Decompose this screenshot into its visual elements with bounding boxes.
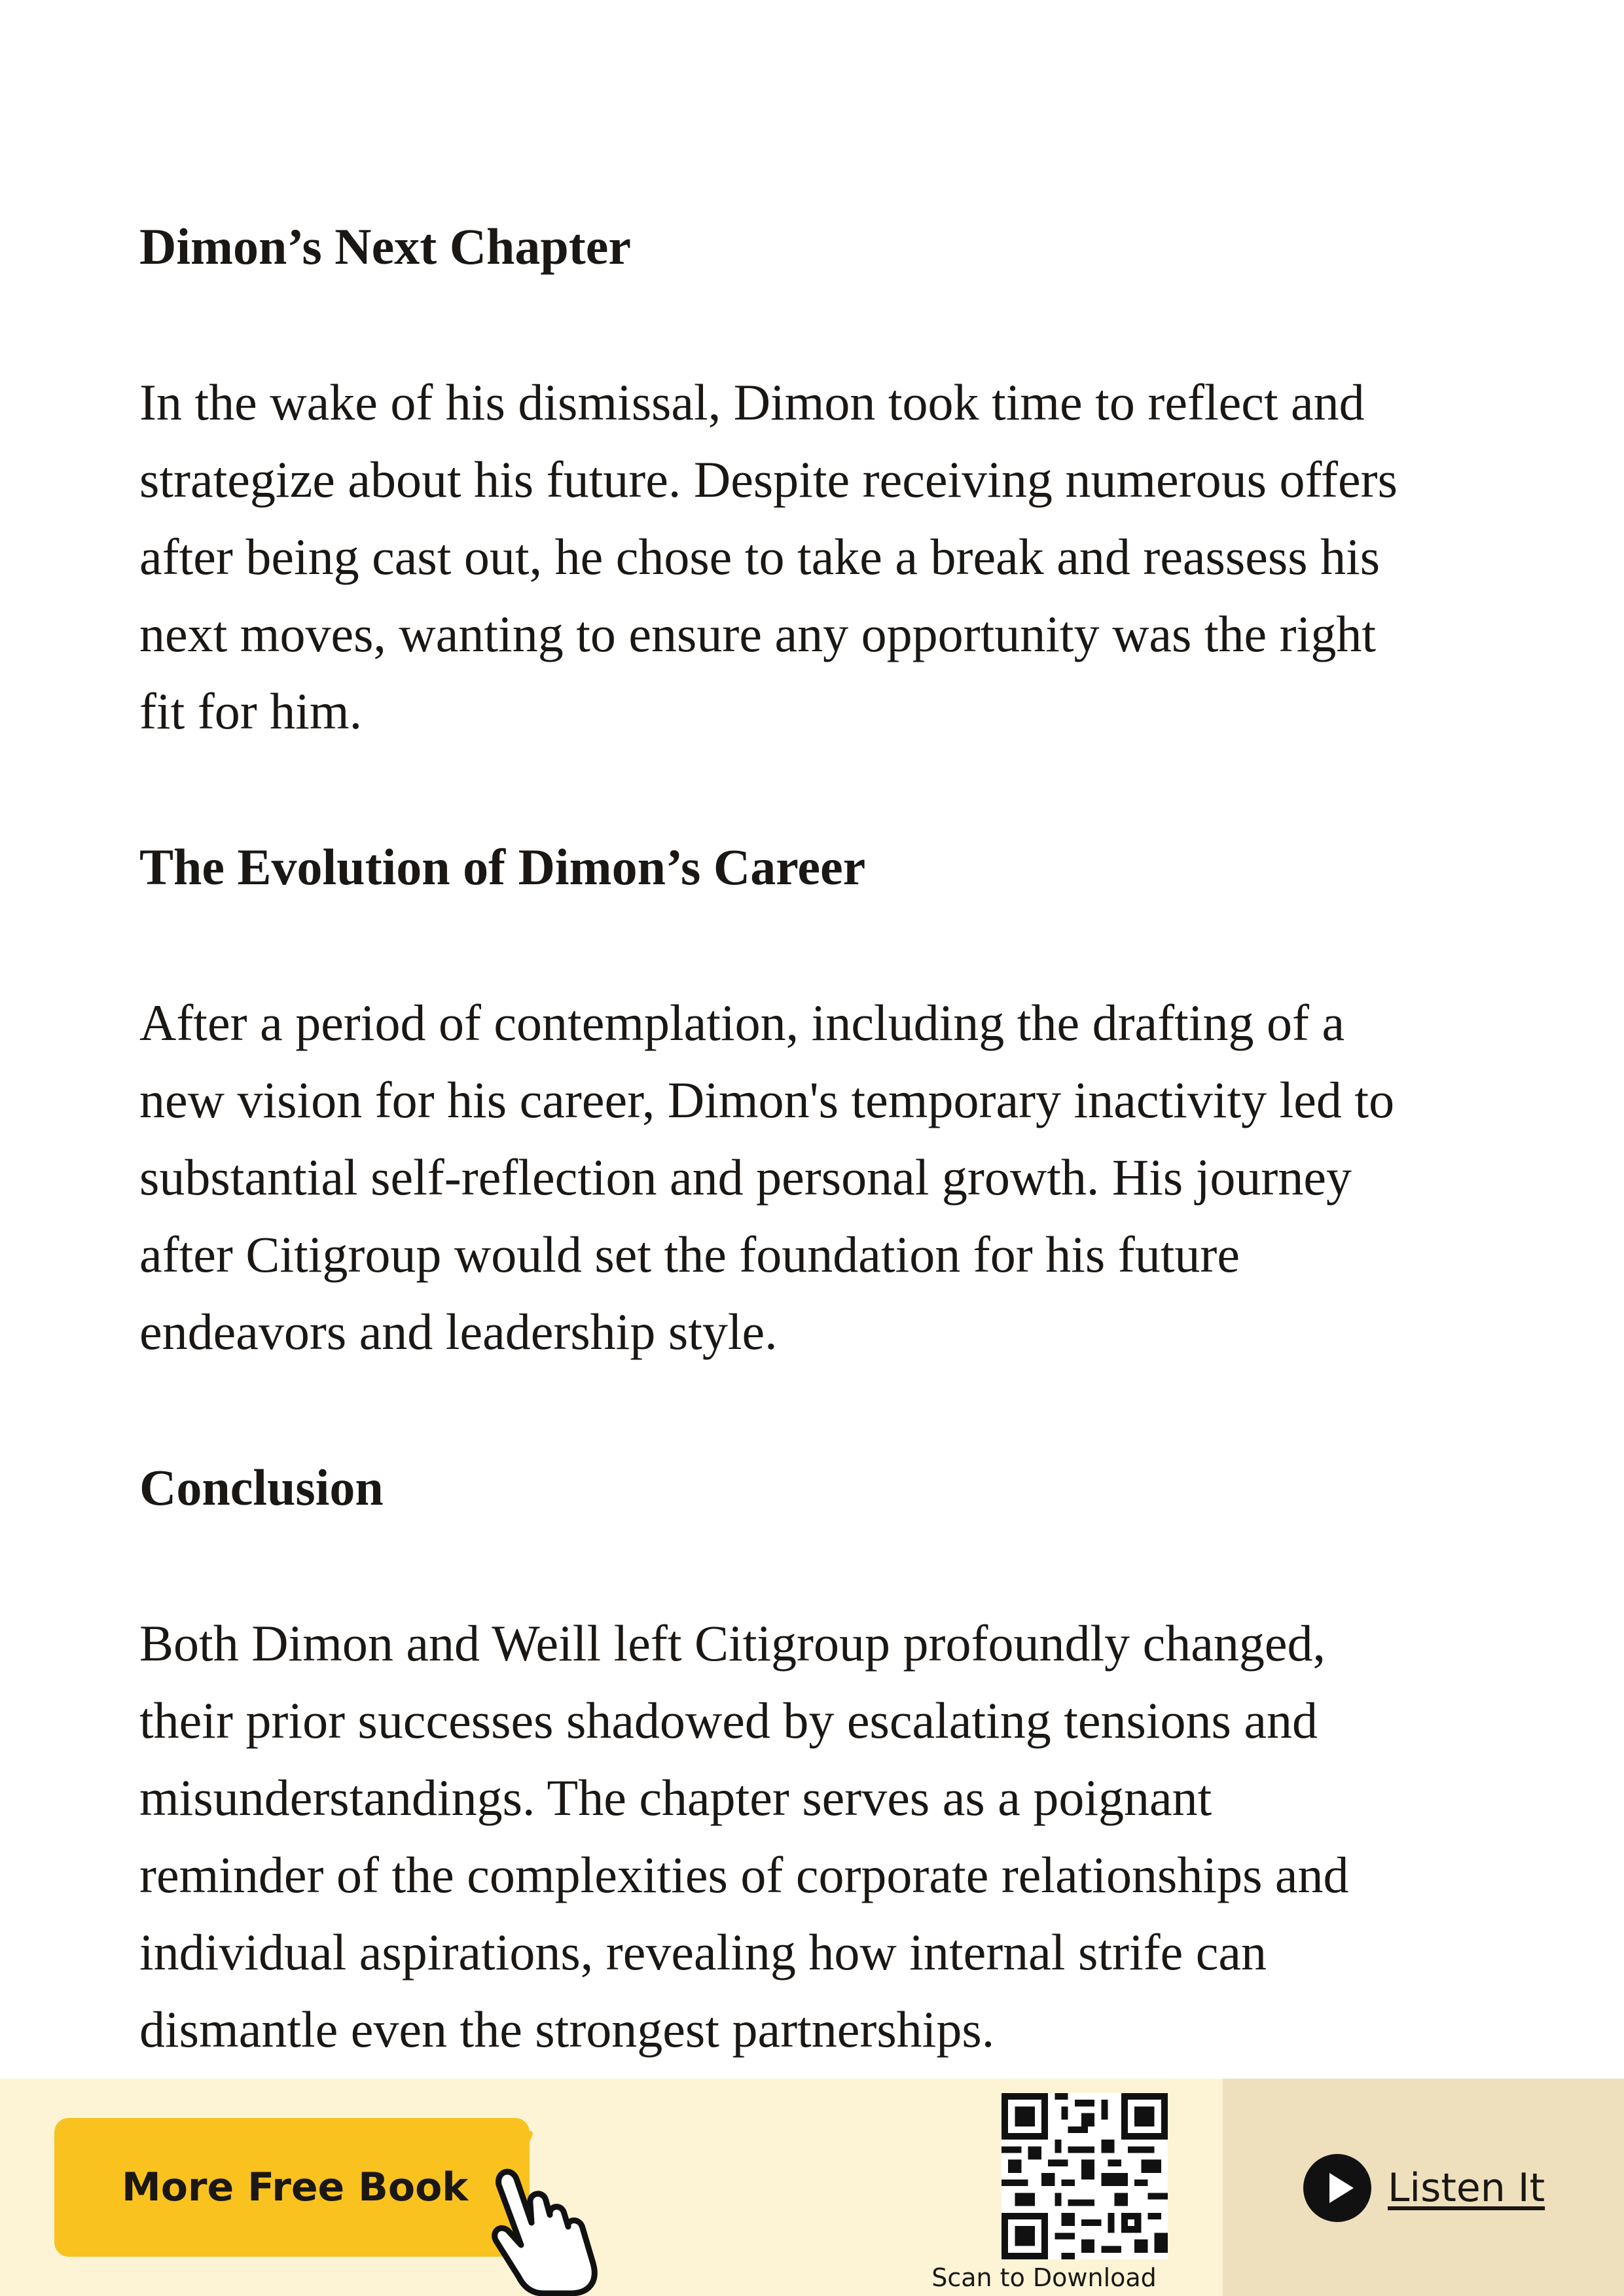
paragraph-line: after Citigroup would set the foundation for his future [139,1226,1240,1283]
paragraph-line: substantial self-reflection and personal growth. His journey [139,1149,1352,1206]
section-paragraph [139,984,1501,1371]
paragraph-line: After a period of contemplation, including the drafting of a [139,994,1345,1051]
scan-to-download-label: Scan to Download [931,2263,1157,2292]
paragraph-line: reminder of the complexities of corporate relationships and [139,1846,1349,1903]
paragraph-line: fit for him. [139,683,363,740]
pointing-hand-icon [458,2125,622,2296]
section-heading: Conclusion [139,1459,384,1516]
paragraph-line: individual aspirations, revealing how internal strife can [139,1924,1267,1981]
document-body [139,208,1501,2068]
paragraph-line: their prior successes shadowed by escalating tensions and [139,1692,1318,1749]
section-paragraph [139,1605,1501,2068]
paragraph-line: strategize about his future. Despite receiving numerous offers [139,451,1398,508]
paragraph-line: Both Dimon and Weill left Citigroup profoundly changed, [139,1615,1326,1672]
paragraph-line: endeavors and leadership style. [139,1303,778,1360]
paragraph-line: misunderstandings. The chapter serves as a poignant [139,1769,1212,1826]
qr-code-icon[interactable] [1001,2093,1168,2259]
section-paragraph [139,364,1501,750]
paragraph-line: dismantle even the strongest partnerships. [139,2001,995,2058]
section-heading: The Evolution of Dimon’s Career [139,838,866,895]
play-icon [1303,2153,1372,2223]
listen-it-label: Listen It [1388,2165,1545,2211]
paragraph-line: after being cast out, he chose to take a break and reassess his [139,528,1380,585]
paragraph-line: In the wake of his dismissal, Dimon took time to reflect and [139,374,1365,431]
section-heading: Dimon’s Next Chapter [139,218,632,275]
paragraph-line: next moves, wanting to ensure any opportunity was the right [139,605,1376,662]
footer-bar [0,2079,1624,2296]
listen-it-button[interactable] [1303,2152,1545,2224]
more-free-book-button[interactable]: More Free Book [54,2118,530,2257]
paragraph-line: new vision for his career, Dimon's temporary inactivity led to [139,1071,1395,1128]
